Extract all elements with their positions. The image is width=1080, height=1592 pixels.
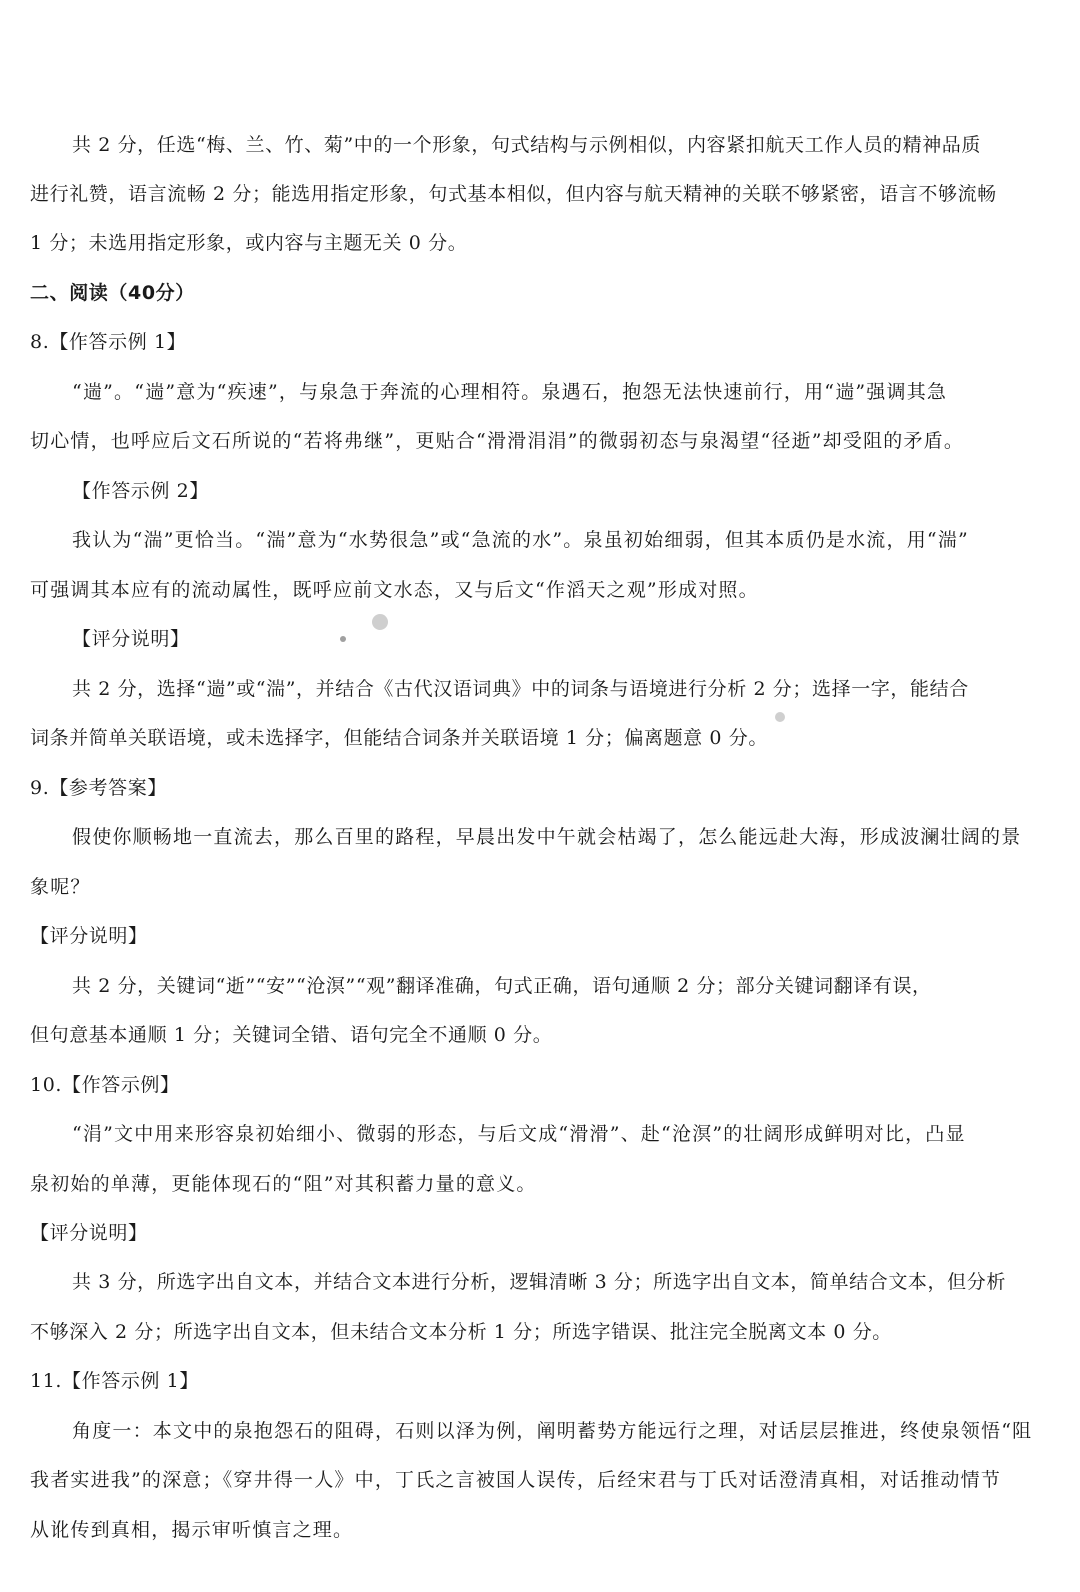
answer-paragraph-line: 我认为“湍”更恰当。“湍”意为“水势很急”或“急流的水”。泉虽初始细弱，但其本质仍是水流，用“湍” [72,529,969,551]
answer-paragraph-line: 从讹传到真相，揭示审听慎言之理。 [30,1519,354,1541]
scoring-heading: 【评分说明】 [72,628,190,650]
scoring-paragraph-line: 共 2 分，选择“遄”或“湍”，并结合《古代汉语词典》中的词条与语境进行分析 2 分；选择一字，能结合 [72,678,969,700]
section-heading: 二、阅读（40分） [30,282,195,304]
question-10-heading: 10.【作答示例】 [30,1074,180,1096]
answer-paragraph-line: 我者实进我”的深意；《穿井得一人》中，丁氏之言被国人误传，后经宋君与丁氏对话澄清真相，对话推动情节 [30,1469,1002,1491]
question-8-heading: 8.【作答示例 1】 [30,331,187,353]
scoring-paragraph-line: 1 分；未选用指定形象，或内容与主题无关 0 分。 [30,232,468,254]
answer-example-heading: 【作答示例 2】 [72,480,209,502]
scoring-heading: 【评分说明】 [30,1222,148,1244]
answer-paragraph-line: “遄”。“遄”意为“疾速”，与泉急于奔流的心理相符。泉遇石，抱怨无法快速前行，用“遄”强调其急 [72,381,948,403]
answer-paragraph-line: 切心情，也呼应后文石所说的“若将弗继”，更贴合“滑滑涓涓”的微弱初态与泉渴望“径逝”却受阻的矛盾。 [30,430,965,452]
answer-paragraph-line: 泉初始的单薄，更能体现石的“阻”对其积蓄力量的意义。 [30,1173,537,1195]
scoring-paragraph-line: 共 3 分，所选字出自文本，并结合文本进行分析，逻辑清晰 3 分；所选字出自文本，简单结合文本，但分析 [72,1271,1006,1293]
scoring-paragraph-line: 进行礼赞，语言流畅 2 分；能选用指定形象，句式基本相似，但内容与航天精神的关联不够紧密，语言不够流畅 [30,183,997,205]
answer-paragraph-line: 角度一：本文中的泉抱怨石的阻碍，石则以泽为例，阐明蓄势方能远行之理，对话层层推进，终使泉领悟“阻 [72,1420,1033,1442]
scoring-paragraph-line: 共 2 分，关键词“逝”“安”“沧溟”“观”翻译准确，句式正确，语句通顺 2 分；部分关键词翻译有误， [72,975,932,997]
answer-paragraph-line: 象呢？ [30,876,91,898]
scoring-paragraph-line: 但句意基本通顺 1 分；关键词全错、语句完全不通顺 0 分。 [30,1024,553,1046]
question-11-heading: 11.【作答示例 1】 [30,1370,199,1392]
scan-smudge [775,712,785,722]
answer-paragraph-line: 假使你顺畅地一直流去，那么百里的路程，早晨出发中午就会枯竭了，怎么能远赴大海，形成波澜壮阔的景 [72,826,1022,848]
answer-paragraph-line: 可强调其本应有的流动属性，既呼应前文水态，又与后文“作滔天之观”形成对照。 [30,579,759,601]
answer-paragraph-line: “涓”文中用来形容泉初始细小、微弱的形态，与后文成“滑滑”、赴“沧溟”的壮阔形成鲜明对比，凸显 [72,1123,966,1145]
scoring-paragraph-line: 词条并简单关联语境，或未选择字，但能结合词条并关联语境 1 分；偏离题意 0 分。 [30,727,768,749]
question-9-heading: 9.【参考答案】 [30,777,167,799]
scoring-heading: 【评分说明】 [30,925,148,947]
scoring-paragraph-line: 共 2 分，任选“梅、兰、竹、菊”中的一个形象，句式结构与示例相似，内容紧扣航天工作人员的精神品质 [72,134,981,156]
scoring-paragraph-line: 不够深入 2 分；所选字出自文本，但未结合文本分析 1 分；所选字错误、批注完全脱离文本 0 分。 [30,1321,892,1343]
